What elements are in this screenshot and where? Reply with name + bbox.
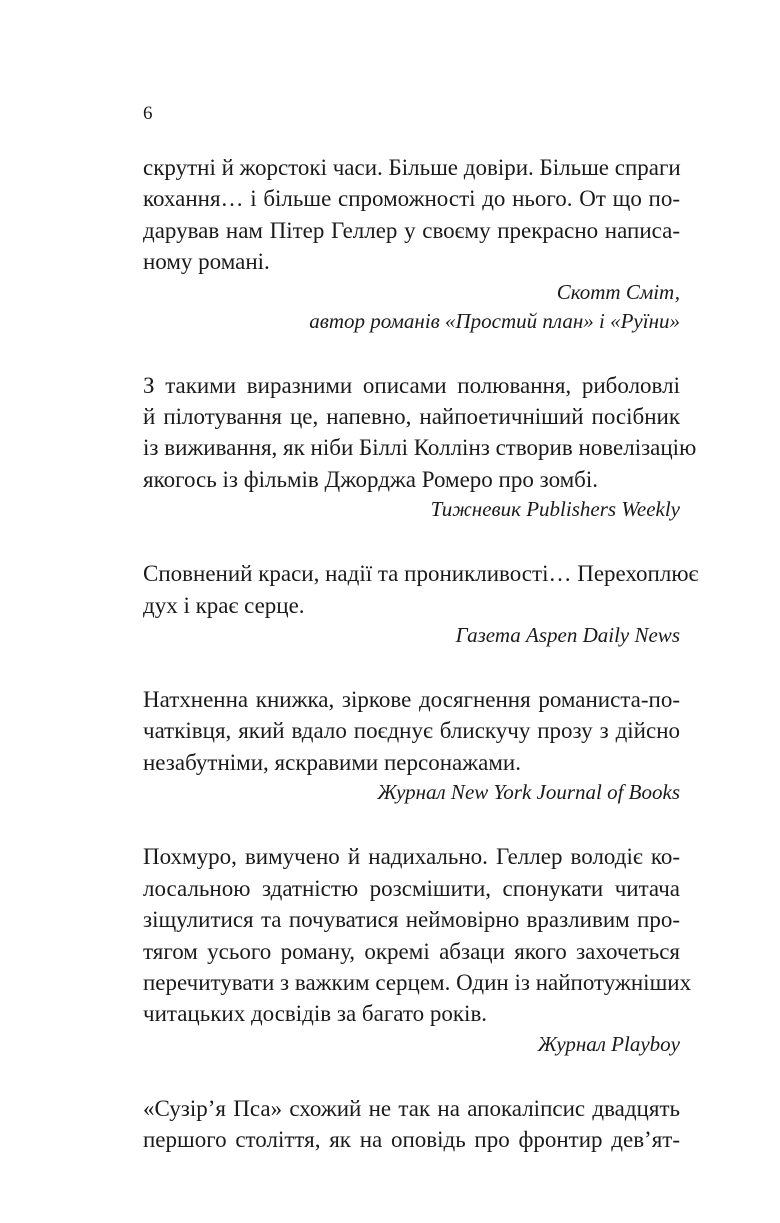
review-attribution: Скотт Сміт, [556, 279, 680, 304]
review-line: З такими виразними описами полювання, риболовлі [143, 372, 680, 398]
review-scott-smith [143, 152, 680, 336]
review-playboy [143, 841, 692, 1058]
review-line: Сповнений краси, надії та проникливості… Перехоплює [143, 561, 699, 587]
review-line: із виживання, як ніби Біллі Коллінз створив новелізацію [143, 435, 697, 461]
review-line: Натхненна книжка, зіркове досягнення романиста-по- [143, 687, 680, 713]
review-attribution: Тижневик Publishers Weekly [430, 497, 680, 522]
review-line: якогось із фільмів Джорджа Ромеро про зомбі. [143, 466, 599, 492]
review-line: Похмуро, вимучено й надихально. Геллер володіє ко- [143, 844, 680, 870]
review-line: перечитувати з важким серцем. Один із найпотужніших [143, 969, 692, 995]
review-attribution: Журнал New York Journal of Books [377, 780, 680, 805]
review-line: дух і крає серце. [143, 592, 305, 618]
review-line: першого століття, як на оповідь про фронтир дев’ят- [143, 1127, 680, 1153]
page-number: 6 [143, 103, 153, 124]
review-line: чатківця, який вдало поєднує блискучу прозу з дійсно [143, 718, 680, 744]
review-line: читацьких досвідів за багато років. [143, 1001, 488, 1027]
review-line: дарував нам Пітер Геллер у своєму прекрасно написа- [143, 217, 680, 243]
review-publishers-weekly [143, 370, 697, 525]
review-aspen-daily-news [143, 558, 699, 650]
review-ny-journal-of-books [143, 684, 680, 807]
review-line: тягом усього роману, окремі абзаци якого захочеться [143, 938, 680, 964]
review-line: кохання… і більше спроможності до нього. От що по- [143, 186, 680, 212]
review-continued [143, 1093, 680, 1156]
review-line: ному романі. [143, 249, 270, 275]
review-line: лосальною здатністю розсмішити, спонукати читача [143, 875, 680, 901]
review-line: незабутніми, яскравими персонажами. [143, 749, 521, 775]
review-attribution: Журнал Playboy [537, 1031, 680, 1056]
review-line: «Сузір’я Пса» схожий не так на апокаліпсис двадцять [143, 1095, 680, 1121]
review-line: зіщулитися та почуватися неймовірно вразливим про- [143, 907, 680, 933]
review-attribution: Газета Aspen Daily News [455, 623, 680, 648]
review-line: й пілотування це, напевно, найпоетичніший посібник [143, 404, 680, 430]
reviews-section [143, 152, 699, 1190]
review-attribution: автор романів «Простий план» і «Руїни» [309, 308, 680, 333]
review-line: скрутні й жорстокі часи. Більше довіри. Більше спраги [143, 155, 681, 180]
